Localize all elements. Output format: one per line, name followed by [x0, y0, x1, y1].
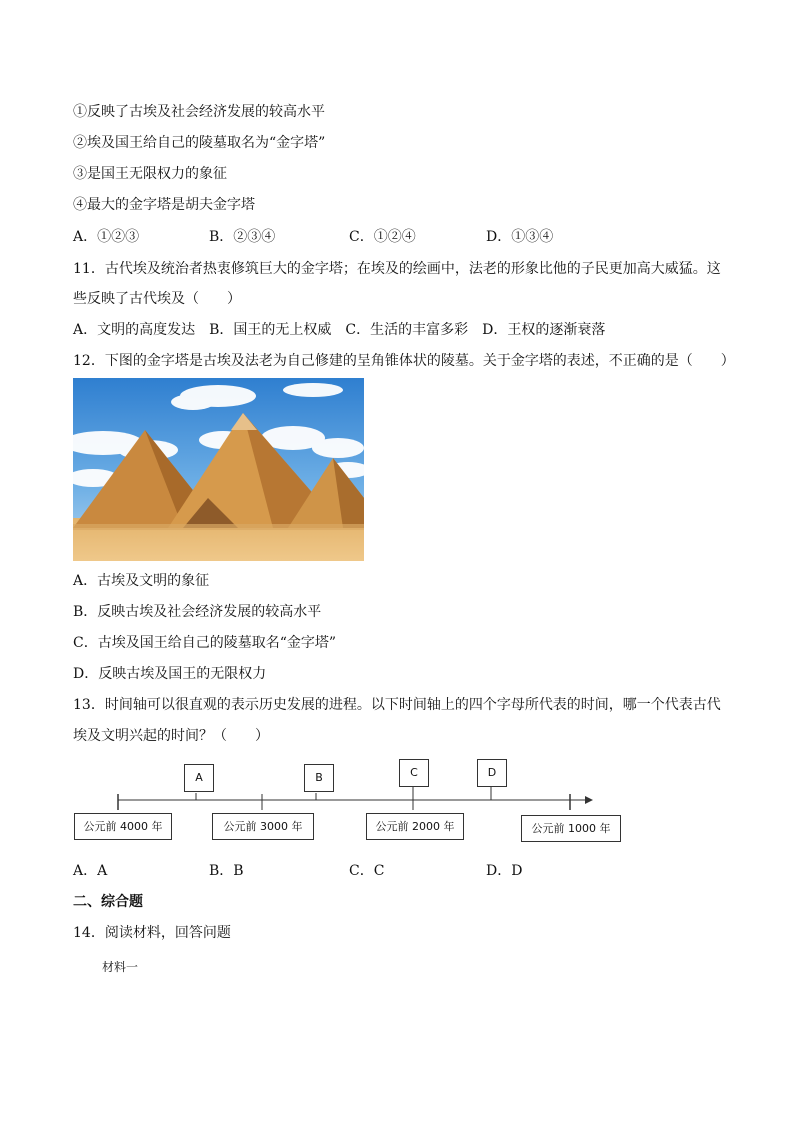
- timeline-date-2000bc: 公元前 2000 年: [366, 813, 464, 840]
- q10-item-1: ①反映了古埃及社会经济发展的较高水平: [73, 104, 325, 120]
- q10-item-3: ③是国王无限权力的象征: [73, 166, 227, 182]
- q13-option-a: A．A: [73, 863, 108, 879]
- q10-option-c: C．①②④: [349, 229, 416, 245]
- pyramids-photo: [73, 378, 364, 561]
- q13-option-c: C．C: [349, 863, 385, 879]
- q11-stem-line1: 11．古代埃及统治者热衷修筑巨大的金字塔；在埃及的绘画中，法老的形象比他的子民更加高大威猛。这: [73, 261, 721, 277]
- section-heading: 二、综合题: [73, 894, 143, 910]
- q12-option-a: A．古埃及文明的象征: [73, 573, 210, 589]
- material-label: 材料一: [102, 960, 139, 974]
- pyramids-illustration: [73, 378, 364, 561]
- timeline-date-4000bc: 公元前 4000 年: [74, 813, 172, 840]
- q13-option-d: D．D: [486, 863, 523, 879]
- timeline-diagram: [70, 755, 630, 850]
- q13-option-b: B．B: [209, 863, 244, 879]
- q12-option-b: B．反映古埃及社会经济发展的较高水平: [73, 604, 322, 620]
- q11-options: A．文明的高度发达 B．国王的无上权威 C．生活的丰富多彩 D．王权的逐渐衰落: [73, 322, 606, 338]
- q12-option-d: D．反映古埃及国王的无限权力: [73, 666, 267, 682]
- q13-stem-line2: 埃及文明兴起的时间？（ ）: [73, 728, 269, 744]
- q10-option-b: B．②③④: [209, 229, 276, 245]
- q10-item-4: ④最大的金字塔是胡夫金字塔: [73, 197, 255, 213]
- timeline-letter-a: A: [184, 764, 214, 792]
- timeline-date-1000bc: 公元前 1000 年: [521, 815, 621, 842]
- q14-stem: 14．阅读材料，回答问题: [73, 925, 231, 941]
- timeline-letter-c: C: [399, 759, 429, 787]
- q10-option-d: D．①③④: [486, 229, 554, 245]
- timeline-letter-d: D: [477, 759, 507, 787]
- q12-stem: 12．下图的金字塔是古埃及法老为自己修建的呈角锥体状的陵墓。关于金字塔的表述，不正确的是（ ）: [73, 353, 735, 369]
- q12-option-c: C．古埃及国王给自己的陵墓取名“金字塔”: [73, 635, 337, 651]
- q10-option-a: A．①②③: [73, 229, 140, 245]
- q13-stem-line1: 13．时间轴可以很直观的表示历史发展的进程。以下时间轴上的四个字母所代表的时间，哪一个代表古代: [73, 697, 721, 713]
- q11-stem-line2: 些反映了古代埃及（ ）: [73, 291, 241, 307]
- timeline-date-3000bc: 公元前 3000 年: [212, 813, 314, 840]
- q10-item-2: ②埃及国王给自己的陵墓取名为“金字塔”: [73, 135, 326, 151]
- timeline-letter-b: B: [304, 764, 334, 792]
